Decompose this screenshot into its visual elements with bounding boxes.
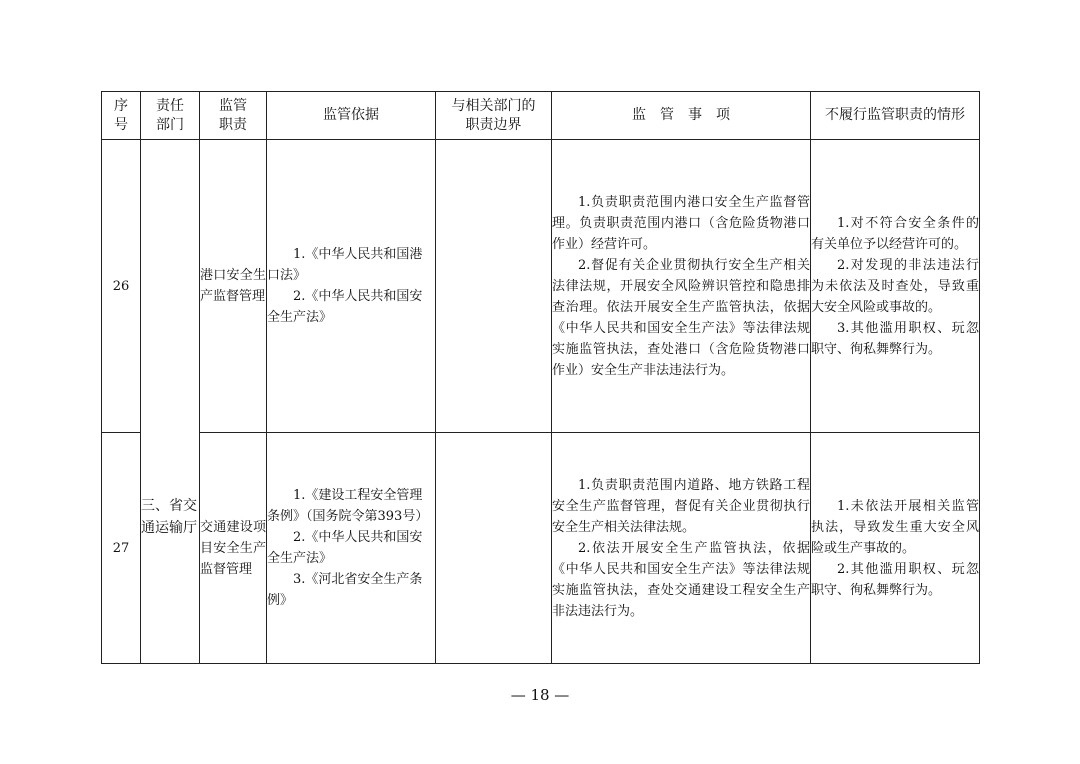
responsibility-table — [101, 91, 980, 664]
basis-cell — [267, 140, 436, 433]
basis-item: 2.《中华人民共和国安全生产法》 — [267, 530, 423, 566]
items-cell — [552, 433, 811, 664]
basis-item: 1.《建设工程安全管理条例》（国务院令第393号） — [267, 488, 429, 524]
duty-cell — [200, 433, 267, 664]
failure-item: 3.其他滥用职权、玩忽职守、徇私舞弊行为。 — [811, 320, 979, 357]
failure-item: 2.对发现的非法违法行为未依法及时查处，导致重大安全风险或事故的。 — [811, 257, 979, 315]
failures-cell — [811, 140, 980, 433]
failure-item: 2.其他滥用职权、玩忽职守、徇私舞弊行为。 — [811, 561, 979, 598]
header-basis: 监管依据 — [267, 92, 436, 140]
item-paragraph: 1.负责职责范围内道路、地方铁路工程安全生产监督管理，督促有关企业贯彻执行安全生产相关法律法规。 — [552, 477, 810, 535]
failure-item: 1.未依法开展相关监管执法，导致发生重大安全风险或生产事故的。 — [811, 498, 979, 556]
header-duty: 监管职责 — [200, 92, 267, 140]
table-header-row — [102, 92, 980, 140]
items-cell — [552, 140, 811, 433]
basis-cell — [267, 433, 436, 664]
failure-item: 1.对不符合安全条件的有关单位予以经营许可的。 — [811, 215, 979, 252]
item-paragraph: 2.督促有关企业贯彻执行安全生产相关法律法规，开展安全风险辨识管控和隐患排查治理。依法开展安全生产监管执法，依据《中华人民共和国安全生产法》等法律法规实施监管执法，查处港口（含危险货物港口作业）安全生产非法违法行为。 — [552, 257, 810, 378]
row-number: 27 — [102, 433, 141, 664]
item-paragraph: 1.负责职责范围内港口安全生产监督管理。负责职责范围内港口（含危险货物港口作业）经营许可。 — [552, 194, 810, 252]
header-failures: 不履行监管职责的情形 — [811, 92, 980, 140]
basis-item: 3.《河北省安全生产条例》 — [267, 572, 423, 608]
duty-text: 港口安全生产监督管理 — [200, 268, 266, 304]
department-label: 三、省交通运输厅 — [141, 498, 197, 536]
header-dept: 责任部门 — [141, 92, 200, 140]
duty-cell — [200, 140, 267, 433]
department-cell — [141, 140, 200, 664]
duty-text: 交通建设项目安全生产监督管理 — [200, 519, 266, 577]
basis-item: 1.《中华人民共和国港口法》 — [267, 247, 423, 283]
failures-cell — [811, 433, 980, 664]
basis-item: 2.《中华人民共和国安全生产法》 — [267, 289, 423, 325]
page-number: — 18 — — [510, 686, 570, 704]
item-paragraph: 2.依法开展安全生产监管执法，依据《中华人民共和国安全生产法》等法律法规实施监管执法，查处交通建设工程安全生产非法违法行为。 — [552, 540, 810, 619]
row-number: 26 — [102, 140, 141, 433]
boundary-cell — [436, 433, 552, 664]
table-row — [102, 140, 980, 433]
header-items: 监 管 事 项 — [552, 92, 811, 140]
header-seq: 序号 — [102, 92, 141, 140]
header-boundary: 与相关部门的职责边界 — [436, 92, 552, 140]
boundary-cell — [436, 140, 552, 433]
table-row — [102, 433, 980, 664]
